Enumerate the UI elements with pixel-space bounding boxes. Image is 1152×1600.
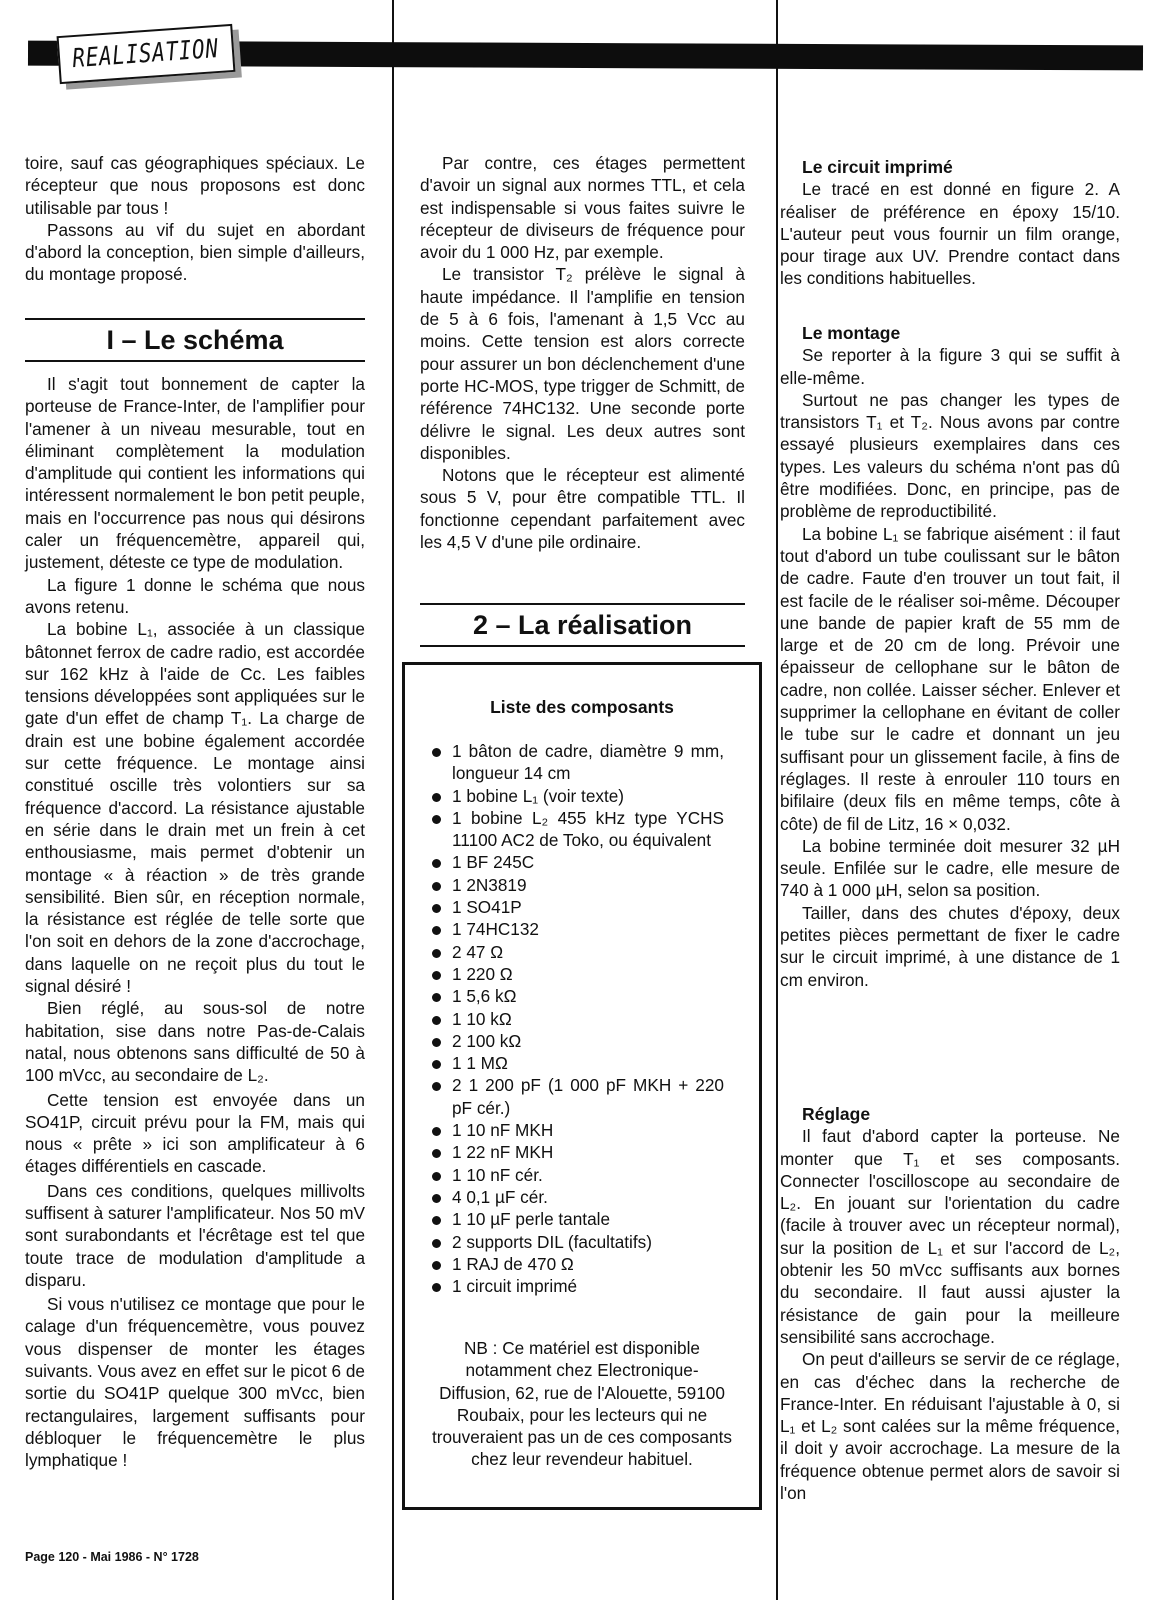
component-item: 1 RAJ de 470 Ω — [430, 1253, 724, 1275]
paragraph: La bobine L₁, associée à un classique bâtonnet ferrox de cadre radio, est accordée sur 162 kHz à l'aide de Cc. Les faibles tensions développées sont appliquées sur le gate d'un effet de champ T₁. La charge de drain est une bobine également accordée sur cette fréquence. Le montage ainsi constitué oscille très volontiers sur sa fréquence d'accord. La résistance ajustable en série dans le drain met un frein à cet enthousiasme, mais permet d'obtenir un montage « à réaction » de très grande sensibilité. Bien sûr, en réception normale, la résistance est réglée de telle sorte que l'on soit en dehors de la zone d'accrochage, dans laquelle on ne reçoit plus du tout le signal désiré ! — [25, 619, 365, 997]
component-item: 1 1 MΩ — [430, 1052, 724, 1074]
paragraph: Se reporter à la figure 3 qui se suffit à elle-même. — [780, 345, 1120, 388]
component-item: 1 bobine L₁ (voir texte) — [430, 785, 724, 807]
paragraph: Cette tension est envoyée dans un SO41P, circuit prévu pour la FM, mais qui nous « prête » ici son amplificateur à 6 étages différentiels en cascade. — [25, 1089, 365, 1177]
paragraph: Notons que le récepteur est alimenté sous 5 V, pour être compatible TTL. Il fonctionne cependant parfaitement avec les 4,5 V d'une pile ordinaire. — [420, 465, 745, 553]
paragraph: Le transistor T₂ prélève le signal à haute impédance. Il l'amplifie en tension de 5 à 6 fois, l'amenant à 1,5 Vcc au moins. Cette tension est alors correcte pour assurer un bon déclenchement d'une porte HC-MOS, type trigger de Schmitt, de référence 74HC132. Une seconde porte délivre le signal. Les deux autres sont disponibles. — [420, 264, 745, 463]
component-item: 1 bobine L₂ 455 kHz type YCHS 11100 AC2 de Toko, ou équivalent — [430, 807, 724, 852]
component-item: 1 SO41P — [430, 896, 724, 918]
paragraph: La figure 1 donne le schéma que nous avons retenu. — [25, 574, 365, 617]
subsection-title: Le montage — [802, 323, 901, 343]
section-heading: 2 – La réalisation — [420, 603, 745, 647]
paragraph: Il s'agit tout bonnement de capter la porteuse de France-Inter, de l'amplifier pour l'amener à un niveau mesurable, tout en éliminant complètement la modulation d'amplitude qui contient les informations qui intéressent normalement le bon petit peuple, mais en l'occurrence pas nous qui désirons caler un fréquencemètre, appareil qui, justement, déteste ce type de modulation. — [25, 374, 365, 573]
component-item: 1 10 µF perle tantale — [430, 1208, 724, 1230]
paragraph: Il faut d'abord capter la porteuse. Ne monter que T₁ et ses composants. Connecter l'oscilloscope au secondaire de L₂. En jouant sur l'orientation du cadre (facile à trouver avec un récepteur normal), sur la position de L₁ et sur l'accord de L₂, obtenir les 50 mVcc suffisants aux bornes du secondaire. Il faut aussi ajuster la résistance de gain pour la meilleure sensibilité sans accrochage. — [780, 1126, 1120, 1347]
component-item: 1 circuit imprimé — [430, 1275, 724, 1297]
paragraph: Bien réglé, au sous-sol de notre habitation, sise dans notre Pas-de-Calais natal, nous obtenons sans difficulté de 50 à 100 mVcc, au secondaire de L₂. — [25, 998, 365, 1086]
paragraph: Si vous n'utilisez ce montage que pour le calage d'un fréquencemètre, vous pouvez vous dispenser de monter les étages suivants. Vous avez en effet sur le picot 6 de sortie du SO41P quelque 300 mVcc, bien rectangulaires, largement suffisants pour débloquer le fréquencemètre le plus lymphatique ! — [25, 1294, 365, 1471]
paragraph: La bobine L₁ se fabrique aisément : il faut tout d'abord un tube coulissant sur le bâton de cadre. Faute d'en trouver un tout fait, il est facile de le réaliser soi-même. Découper une bande de papier kraft de 55 mm de large et de 20 cm de long. Prévoir une épaisseur de cellophane sur le bâton de cadre, non collée. Laisser sécher. Enlever et supprimer la cellophane en évitant de coller le tube sur le cadre et donnant un jeu suffisant pour un glissement facile, à fins de réglages. Il reste à enrouler 110 tours en bifilaire (deux fils en même temps, côte à côte) de fil de Litz, 16 × 0,032. — [780, 523, 1120, 834]
paragraph: La bobine terminée doit mesurer 32 µH seule. Enfilée sur le cadre, elle mesure de 740 à 1 000 µH, selon sa position. — [780, 835, 1120, 901]
paragraph: Par contre, ces étages permettent d'avoir un signal aux normes TTL, et cela est indispensable si vous faites suivre le récepteur de diviseurs de fréquence pour avoir du 1 000 Hz, par exemple. — [420, 153, 745, 263]
paragraph: Dans ces conditions, quelques millivolts suffisent à saturer l'amplificateur. Nos 50 mV sont surabondants et l'écrêtage est tel que toute trace de modulation d'amplitude a disparu. — [25, 1180, 365, 1290]
components-list — [430, 740, 724, 1297]
column-divider — [776, 0, 778, 1600]
component-item: 2 supports DIL (facultatifs) — [430, 1231, 724, 1253]
component-item: 2 100 kΩ — [430, 1030, 724, 1052]
subsection-title: Le circuit imprimé — [802, 157, 953, 177]
component-item: 2 47 Ω — [430, 941, 724, 963]
component-item: 1 BF 245C — [430, 851, 724, 873]
component-item: 1 bâton de cadre, diamètre 9 mm, longueur 14 cm — [430, 740, 724, 785]
component-item: 1 5,6 kΩ — [430, 985, 724, 1007]
section-logo: REALISATION — [57, 24, 236, 84]
availability-note: NB : Ce matériel est disponible notamment chez Electronique-Diffusion, 62, rue de l'Alouette, 59100 Roubaix, pour les lecteurs qui ne trouveraient pas un de ces composants chez leur revendeur habituel. — [431, 1338, 732, 1470]
component-item: 1 2N3819 — [430, 874, 724, 896]
component-item: 1 220 Ω — [430, 963, 724, 985]
paragraph: Tailler, dans des chutes d'époxy, deux petites pièces permettant de fixer le cadre sur le circuit imprimé, à une distance de 1 cm environ. — [780, 902, 1120, 990]
section-heading: I – Le schéma — [25, 318, 365, 362]
components-list-box — [402, 662, 762, 1510]
paragraph: Le tracé en est donné en figure 2. A réaliser de préférence en époxy 15/10. L'auteur peut vous fournir un film orange, pour tirage aux UV. Prendre contact dans les conditions habituelles. — [780, 179, 1120, 289]
component-item: 1 74HC132 — [430, 918, 724, 940]
column-3 — [780, 0, 1120, 1600]
component-item: 1 10 nF MKH — [430, 1119, 724, 1141]
component-item: 1 10 nF cér. — [430, 1164, 724, 1186]
column-divider — [392, 0, 394, 1600]
paragraph: Passons au vif du sujet en abordant d'abord la conception, bien simple d'ailleurs, du montage proposé. — [25, 219, 365, 285]
box-title: Liste des composants — [490, 697, 674, 717]
paragraph: toire, sauf cas géographiques spéciaux. Le récepteur que nous proposons est donc utilisable par tous ! — [25, 153, 365, 218]
paragraph: On peut d'ailleurs se servir de ce réglage, en cas d'échec dans la recherche de France-Inter. En réduisant l'ajustable à 0, si L₁ et L₂ sont calées sur la même fréquence, il doit y avoir accrochage. La mesure de la fréquence obtenue permet alors de savoir si l'on — [780, 1349, 1120, 1504]
component-item: 2 1 200 pF (1 000 pF MKH + 220 pF cér.) — [430, 1074, 724, 1119]
page-footer: Page 120 - Mai 1986 - N° 1728 — [25, 1550, 199, 1564]
subsection-title: Réglage — [802, 1104, 871, 1124]
component-item: 1 22 nF MKH — [430, 1141, 724, 1163]
paragraph: Surtout ne pas changer les types de transistors T₁ et T₂. Nous avons par contre essayé plusieurs exemplaires dans ces types. Les valeurs du schéma n'ont pas dû être modifiées. Donc, en principe, pas de problème de reproductibilité. — [780, 389, 1120, 522]
component-item: 1 10 kΩ — [430, 1008, 724, 1030]
column-1 — [25, 0, 365, 1600]
component-item: 4 0,1 µF cér. — [430, 1186, 724, 1208]
